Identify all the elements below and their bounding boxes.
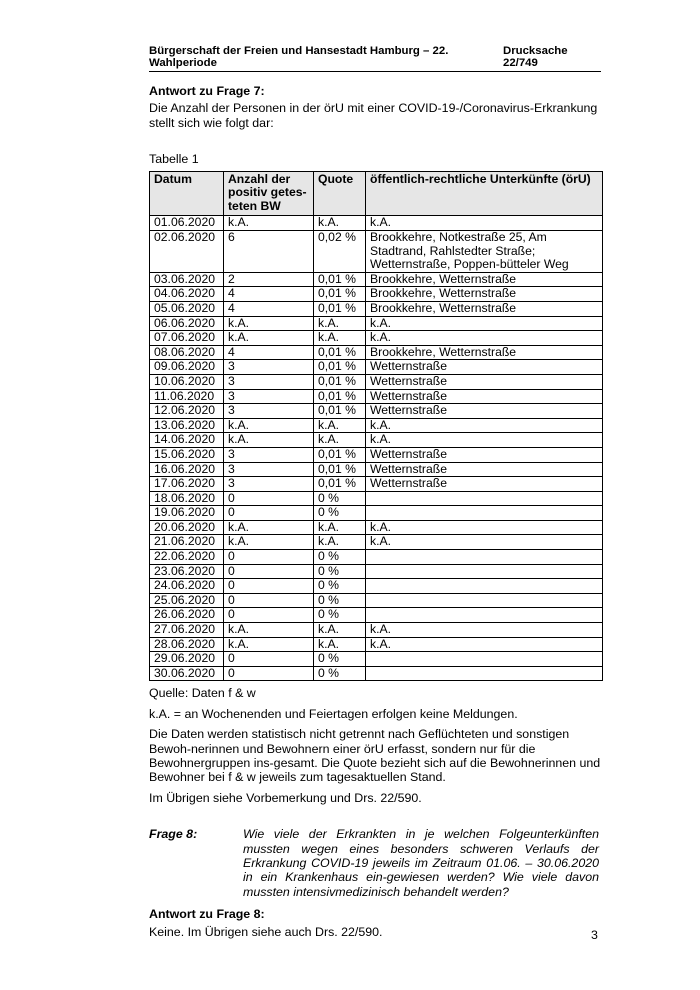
answer-8-text: Keine. Im Übrigen siehe auch Drs. 22/590. [149,924,383,939]
cell-unterkuenfte: k.A. [366,216,603,231]
cell-anzahl: 3 [224,389,314,404]
cell-quote: k.A. [314,520,366,535]
cell-unterkuenfte: Brookkehre, Wetternstraße [366,287,603,302]
cell-quote: 0,01 % [314,287,366,302]
cell-unterkuenfte [366,608,603,623]
cell-anzahl: k.A. [224,623,314,638]
cell-datum: 06.06.2020 [150,316,224,331]
note-statistics: Die Daten werden statistisch nicht getrennt nach Geflüchteten und sonstigen Bewoh-nerinnen und Bewohnern einer örU erfasst, sondern nur für die Bewohnergruppen ins-gesamt. Die Quote bezieht sich auf die Bewohnerinnen und Bewohner bei f & w jeweils zum tagesaktuellen Stand. [149,727,601,785]
answer-8-heading: Antwort zu Frage 8: [149,907,265,922]
table-row [150,345,603,360]
cell-unterkuenfte: Brookkehre, Wetternstraße [366,345,603,360]
cell-anzahl: 0 [224,652,314,667]
cell-quote: k.A. [314,216,366,231]
cell-datum: 14.06.2020 [150,433,224,448]
cell-datum: 20.06.2020 [150,520,224,535]
cell-quote: 0,01 % [314,301,366,316]
cell-anzahl: k.A. [224,535,314,550]
cell-unterkuenfte [366,593,603,608]
cell-anzahl: 3 [224,462,314,477]
cell-anzahl: 0 [224,593,314,608]
table-row [150,491,603,506]
cell-anzahl: k.A. [224,331,314,346]
table-caption: Tabelle 1 [149,152,199,167]
cell-quote: 0 % [314,564,366,579]
cell-anzahl: 0 [224,550,314,565]
table-row [150,477,603,492]
cell-datum: 21.06.2020 [150,535,224,550]
cell-unterkuenfte: Wetternstraße [366,389,603,404]
cell-anzahl: k.A. [224,433,314,448]
cell-datum: 29.06.2020 [150,652,224,667]
table-row [150,287,603,302]
column-header-anzahl: Anzahl der positiv getes-teten BW [224,171,314,216]
cell-anzahl: 4 [224,301,314,316]
table-row [150,506,603,521]
cell-quote: k.A. [314,623,366,638]
cell-anzahl: 6 [224,231,314,273]
cell-quote: 0,01 % [314,374,366,389]
table-row [150,462,603,477]
cell-unterkuenfte: Wetternstraße [366,477,603,492]
cell-quote: k.A. [314,316,366,331]
cell-quote: 0,01 % [314,477,366,492]
cell-anzahl: 0 [224,579,314,594]
cell-unterkuenfte: Wetternstraße [366,462,603,477]
table-row [150,433,603,448]
cell-quote: 0,01 % [314,389,366,404]
cell-unterkuenfte: Wetternstraße [366,447,603,462]
cell-unterkuenfte: Wetternstraße [366,404,603,419]
cell-datum: 15.06.2020 [150,447,224,462]
table-row [150,301,603,316]
cell-quote: 0 % [314,491,366,506]
cell-datum: 28.06.2020 [150,637,224,652]
cell-datum: 01.06.2020 [150,216,224,231]
cell-quote: 0,01 % [314,404,366,419]
cell-quote: k.A. [314,535,366,550]
cell-unterkuenfte [366,652,603,667]
cell-datum: 16.06.2020 [150,462,224,477]
cell-quote: 0,01 % [314,272,366,287]
cell-quote: 0 % [314,579,366,594]
cell-datum: 13.06.2020 [150,418,224,433]
cell-unterkuenfte: k.A. [366,623,603,638]
table-row [150,550,603,565]
cell-anzahl: 0 [224,491,314,506]
cell-unterkuenfte [366,550,603,565]
table-row [150,316,603,331]
cell-datum: 04.06.2020 [150,287,224,302]
cell-quote: k.A. [314,331,366,346]
table-row [150,608,603,623]
cell-datum: 08.06.2020 [150,345,224,360]
cell-quote: k.A. [314,433,366,448]
cell-quote: 0 % [314,593,366,608]
cell-unterkuenfte [366,666,603,681]
cell-unterkuenfte: Wetternstraße [366,374,603,389]
cell-unterkuenfte: k.A. [366,316,603,331]
cell-anzahl: 3 [224,374,314,389]
cell-datum: 10.06.2020 [150,374,224,389]
table-row [150,389,603,404]
answer-7-heading: Antwort zu Frage 7: [149,84,265,98]
table-row [150,593,603,608]
table-row [150,447,603,462]
table-header-row [150,171,603,216]
cell-anzahl: 0 [224,506,314,521]
table-row [150,666,603,681]
cell-unterkuenfte: k.A. [366,535,603,550]
cell-unterkuenfte: k.A. [366,331,603,346]
cell-unterkuenfte [366,506,603,521]
table-row [150,360,603,375]
cell-datum: 25.06.2020 [150,593,224,608]
cell-unterkuenfte: Brookkehre, Notkestraße 25, Am Stadtrand, Rahlstedter Straße; Wetternstraße, Poppen-bütteler Weg [366,231,603,273]
table-row [150,331,603,346]
cell-anzahl: 0 [224,608,314,623]
cell-unterkuenfte [366,579,603,594]
cell-unterkuenfte: Brookkehre, Wetternstraße [366,301,603,316]
table-row [150,520,603,535]
column-header-datum: Datum [150,171,224,216]
cell-datum: 22.06.2020 [150,550,224,565]
page-number: 3 [591,928,598,942]
cell-quote: 0,01 % [314,462,366,477]
cell-datum: 19.06.2020 [150,506,224,521]
cell-anzahl: 3 [224,404,314,419]
cell-quote: 0 % [314,608,366,623]
cell-quote: 0 % [314,506,366,521]
cell-anzahl: k.A. [224,418,314,433]
question-8-label: Frage 8: [149,827,198,842]
cell-unterkuenfte [366,564,603,579]
cell-unterkuenfte: k.A. [366,418,603,433]
cell-unterkuenfte: k.A. [366,637,603,652]
cell-unterkuenfte: Brookkehre, Wetternstraße [366,272,603,287]
cell-quote: 0 % [314,666,366,681]
table-row [150,637,603,652]
cell-unterkuenfte: Wetternstraße [366,360,603,375]
cell-datum: 24.06.2020 [150,579,224,594]
table-row [150,272,603,287]
cell-quote: 0,02 % [314,231,366,273]
cell-anzahl: k.A. [224,637,314,652]
cell-datum: 07.06.2020 [150,331,224,346]
cell-quote: k.A. [314,418,366,433]
column-header-unterkuenfte: öffentlich-rechtliche Unterkünfte (örU) [366,171,603,216]
cell-quote: 0 % [314,550,366,565]
cell-anzahl: k.A. [224,316,314,331]
cell-anzahl: 3 [224,447,314,462]
cell-unterkuenfte [366,491,603,506]
cell-quote: 0,01 % [314,345,366,360]
cell-anzahl: 4 [224,287,314,302]
table-row [150,404,603,419]
answer-7-intro: Die Anzahl der Personen in der örU mit einer COVID-19-/Coronavirus-Erkrankung stellt sich wie folgt dar: [149,101,598,130]
table-row [150,216,603,231]
table-source: Quelle: Daten f & w [149,686,256,701]
table-row [150,231,603,273]
covid-cases-table [149,171,603,682]
cell-anzahl: 2 [224,272,314,287]
table-row [150,418,603,433]
cell-datum: 17.06.2020 [150,477,224,492]
cell-anzahl: k.A. [224,216,314,231]
cell-anzahl: 4 [224,345,314,360]
header-title: Bürgerschaft der Freien und Hansestadt Hamburg – 22. Wahlperiode [149,45,449,69]
cell-datum: 05.06.2020 [150,301,224,316]
note-reference: Im Übrigen siehe Vorbemerkung und Drs. 22/590. [149,790,422,805]
cell-datum: 12.06.2020 [150,404,224,419]
table-row [150,374,603,389]
cell-anzahl: 3 [224,360,314,375]
table-body [150,216,603,681]
cell-anzahl: 0 [224,666,314,681]
cell-datum: 30.06.2020 [150,666,224,681]
table-row [150,652,603,667]
question-8-text: Wie viele der Erkrankten in je welchen Folgeunterkünften mussten wegen eines besonders schweren Verlaufs der Erkrankung COVID-19 jeweils im Zeitraum 01.06. – 30.06.2020 in ein Krankenhaus ein-gewiesen werden? Wie viele davon mussten intensivmedizinisch behandelt werden? [243,827,599,899]
cell-datum: 27.06.2020 [150,623,224,638]
table-row [150,623,603,638]
document-body [149,84,603,939]
page-header [149,45,601,72]
cell-anzahl: 3 [224,477,314,492]
cell-datum: 18.06.2020 [150,491,224,506]
cell-datum: 23.06.2020 [150,564,224,579]
column-header-quote: Quote [314,171,366,216]
cell-anzahl: k.A. [224,520,314,535]
table-row [150,579,603,594]
cell-datum: 11.06.2020 [150,389,224,404]
cell-quote: k.A. [314,637,366,652]
question-8 [149,827,603,899]
cell-datum: 26.06.2020 [150,608,224,623]
cell-datum: 09.06.2020 [150,360,224,375]
cell-unterkuenfte: k.A. [366,520,603,535]
table-row [150,535,603,550]
cell-quote: 0 % [314,652,366,667]
cell-unterkuenfte: k.A. [366,433,603,448]
cell-datum: 03.06.2020 [150,272,224,287]
note-ka: k.A. = an Wochenenden und Feiertagen erfolgen keine Meldungen. [149,706,518,721]
cell-quote: 0,01 % [314,360,366,375]
cell-anzahl: 0 [224,564,314,579]
cell-quote: 0,01 % [314,447,366,462]
table-row [150,564,603,579]
cell-datum: 02.06.2020 [150,231,224,273]
header-document-number: Drucksache 22/749 [502,45,568,69]
